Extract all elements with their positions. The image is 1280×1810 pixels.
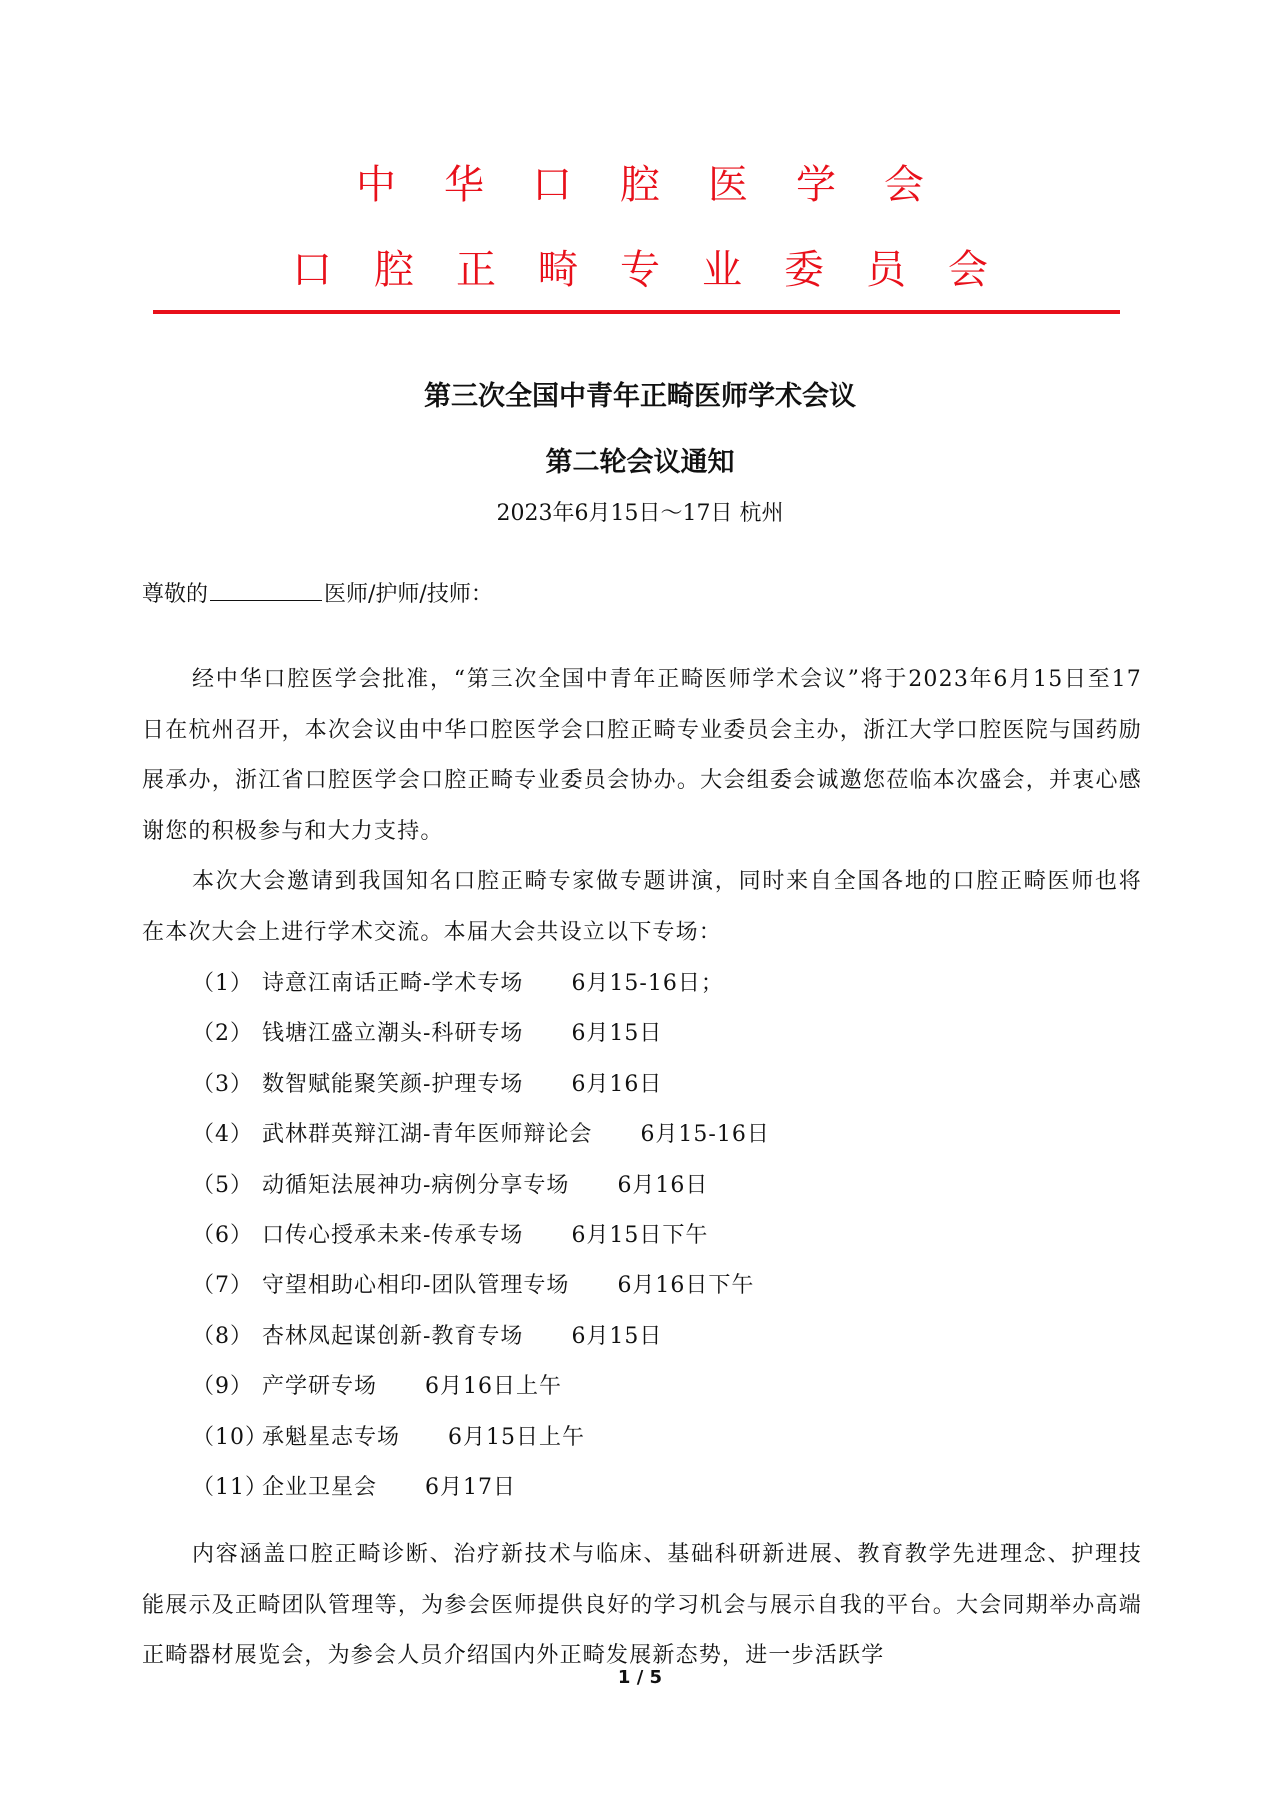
session-number: （9） xyxy=(192,1374,253,1400)
session-name: 承魁星志专场 xyxy=(262,1424,401,1450)
session-name: 产学研专场 xyxy=(262,1374,378,1400)
salutation xyxy=(142,578,493,611)
org-name: 中华口腔医学会 xyxy=(356,162,972,208)
session-name: 动循矩法展神功-病例分享专场 xyxy=(262,1172,570,1198)
list-item xyxy=(192,1211,770,1261)
committee-name: 口腔正畸专业委员会 xyxy=(292,247,1030,293)
session-date: 6月16日 xyxy=(617,1172,709,1198)
session-name: 守望相助心相印-团队管理专场 xyxy=(262,1273,570,1299)
session-number: （5） xyxy=(192,1172,253,1198)
session-name: 诗意江南话正畸-学术专场 xyxy=(262,971,524,996)
session-name: 数智赋能聚笑颜-护理专场 xyxy=(262,1071,524,1097)
salutation-suffix: 医师/护师/技师： xyxy=(324,582,493,607)
session-date: 6月15-16日 xyxy=(640,1122,770,1148)
list-item xyxy=(192,1362,770,1412)
session-number: （11） xyxy=(192,1474,268,1500)
session-name: 企业卫星会 xyxy=(262,1474,378,1500)
session-date: 6月15日上午 xyxy=(448,1424,586,1450)
list-item xyxy=(192,1060,770,1110)
session-list xyxy=(192,959,770,1513)
session-name: 钱塘江盛立潮头-科研专场 xyxy=(262,1021,524,1047)
session-name: 口传心授承未来-传承专场 xyxy=(262,1222,524,1248)
list-item xyxy=(192,1009,770,1059)
intro-paragraph: 经中华口腔医学会批准，“第三次全国中青年正畸医师学术会议”将于2023年6月15日至17日在杭州召开，本次会议由中华口腔医学会口腔正畸专业委员会主办，浙江大学口腔医院与国药励展承办，浙江省口腔医学会口腔正畸专业委员会协办。大会组委会诚邀您莅临本次盛会，并衷心感谢您的积极参与和大力支持。 xyxy=(142,667,1142,844)
header-divider xyxy=(153,310,1120,314)
salutation-prefix: 尊敬的 xyxy=(142,582,209,607)
session-number: （7） xyxy=(192,1273,253,1299)
list-item xyxy=(192,1161,770,1211)
session-number: （2） xyxy=(192,1021,253,1047)
session-date: 6月17日 xyxy=(425,1474,517,1500)
session-number: （10） xyxy=(192,1424,268,1450)
session-number: （3） xyxy=(192,1071,253,1097)
session-name: 杏林凤起谋创新-教育专场 xyxy=(262,1323,524,1349)
session-name: 武林群英辩江湖-青年医师辩论会 xyxy=(262,1122,593,1148)
name-blank-line xyxy=(210,578,322,601)
meeting-title: 第三次全国中青年正畸医师学术会议 xyxy=(424,381,856,412)
session-date: 6月15-16日； xyxy=(571,971,724,996)
date-and-place: 2023年6月15日～17日 杭州 xyxy=(496,501,784,526)
session-date: 6月15日下午 xyxy=(571,1222,709,1248)
speakers-paragraph: 本次大会邀请到我国知名口腔正畸专家做专题讲演，同时来自全国各地的口腔正畸医师也将在本次大会上进行学术交流。本届大会共设立以下专场： xyxy=(142,869,1142,945)
list-item xyxy=(192,1312,770,1362)
list-item xyxy=(192,959,770,1009)
list-item xyxy=(192,1413,770,1463)
list-item xyxy=(192,1261,770,1311)
page-number: 1 / 5 xyxy=(617,1667,663,1688)
list-item xyxy=(192,1110,770,1160)
session-date: 6月16日下午 xyxy=(617,1273,755,1299)
session-number: （1） xyxy=(192,971,253,996)
content-paragraph: 内容涵盖口腔正畸诊断、治疗新技术与临床、基础科研新进展、教育教学先进理念、护理技能展示及正畸团队管理等，为参会医师提供良好的学习机会与展示自我的平台。大会同期举办高端正畸器材展览会，为参会人员介绍国内外正畸发展新态势，进一步活跃学 xyxy=(142,1542,1142,1668)
session-date: 6月15日 xyxy=(571,1021,663,1047)
session-date: 6月15日 xyxy=(571,1323,663,1349)
session-number: （4） xyxy=(192,1122,253,1148)
notice-title: 第二轮会议通知 xyxy=(545,447,735,478)
session-number: （6） xyxy=(192,1222,253,1248)
session-number: （8） xyxy=(192,1323,253,1349)
session-date: 6月16日 xyxy=(571,1071,663,1097)
list-item xyxy=(192,1463,770,1513)
session-date: 6月16日上午 xyxy=(425,1374,563,1400)
